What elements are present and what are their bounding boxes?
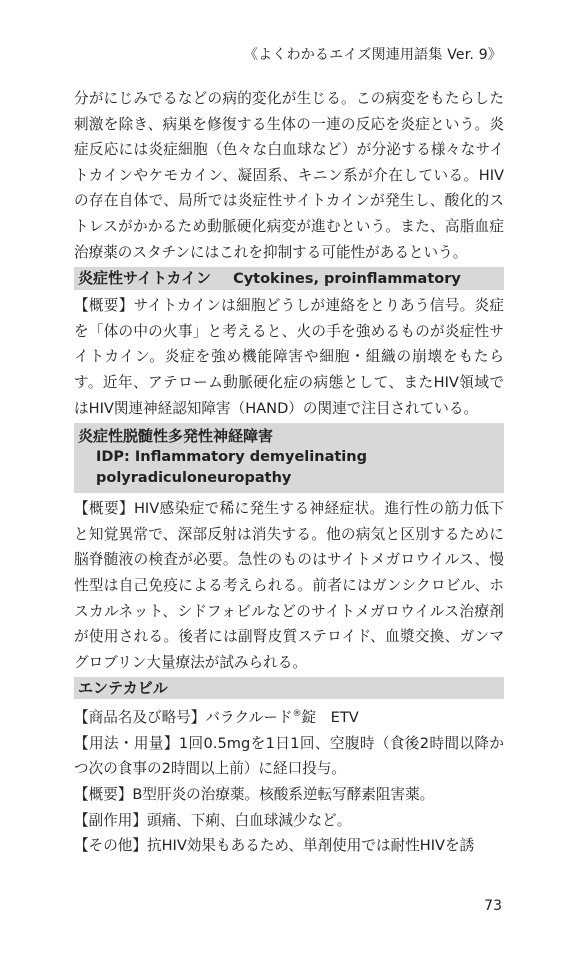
entry-english-title-line2: polyradiculoneuropathy [96, 470, 292, 487]
entry-heading-cytokines [74, 267, 504, 290]
entry-summary: 【概要】B型肝炎の治療薬。核酸系逆転写酵素阻害薬。 [74, 785, 435, 803]
entry-title: エンテカビル [78, 679, 168, 698]
entry-body-cytokines: 【概要】サイトカインは細胞どうしが連絡をとりあう信号。炎症を「体の中の火事」と考えると、火の手を強めるものが炎症性サイトカイン。炎症を強め機能障害や細胞・組織の崩壊をもたらす。近年、アテローム動脈硬化症の病態として、またHIV領域ではHIV関連神経認知障害（HAND）の関連で注目されている。 [74, 297, 504, 417]
entry-dosage: 【用法・用量】1回0.5mgを1日1回、空腹時（食後2時間以降かつ次の食事の2時間以上前）に経口投与。 [74, 734, 504, 778]
entry-english-title: Cytokines, proinflammatory [233, 271, 461, 288]
entry-english-title-line1: IDP: Inflammatory demyelinating [96, 449, 367, 466]
product-suffix: 錠 ETV [301, 709, 359, 727]
product-prefix: 【商品名及び略号】バラクルード [74, 709, 293, 727]
registered-mark: ® [292, 709, 302, 720]
intro-paragraph: 分がにじみでるなどの病的変化が生じる。この病変をもたらした刺激を除き、病巣を修復する生体の一連の反応を炎症という。炎症反応には炎症細胞（色々な白血球など）が分泌する様々なサイトカインやケモカイン、凝固系、キニン系が介在している。HIVの存在自体で、局所では炎症性サイトカインが発生し、酸化的ストレスがかかるため動脈硬化病変が進むという。また、高脂血症治療薬のスタチンにはこれを抑制する可能性があるという。 [74, 90, 504, 261]
entry-other: 【その他】抗HIV効果もあるため、単剤使用では耐性HIVを誘 [74, 837, 475, 855]
page-body [74, 86, 504, 859]
entry-title: 炎症性サイトカイン [78, 269, 212, 288]
entry-heading-entecavir [74, 677, 504, 699]
entry-side-effects: 【副作用】頭痛、下痢、白血球減少など。 [74, 811, 352, 829]
entry-heading-idp [74, 423, 504, 493]
page-number: 73 [484, 898, 502, 914]
entry-body-idp: 【概要】HIV感染症で稀に発生する神経症状。進行性の筋力低下と知覚異常で、深部反射は消失する。他の病気と区別するために脳脊髄液の検査が必要。急性のものはサイトメガロウイルス、慢性型は自己免疫による考えられる。前者にはガンシクロビル、ホスカルネット、シドフォビルなどのサイトメガロウイルス治療剤が使用される。後者には副腎皮質ステロイド、血漿交換、ガンマグロブリン大量療法が試みられる。 [74, 500, 504, 671]
entry-product-name [74, 702, 504, 730]
running-header: 《よくわかるエイズ関連用語集 Ver. 9》 [243, 47, 502, 63]
entry-title: 炎症性脱髄性多発性神経障害 [78, 427, 274, 446]
